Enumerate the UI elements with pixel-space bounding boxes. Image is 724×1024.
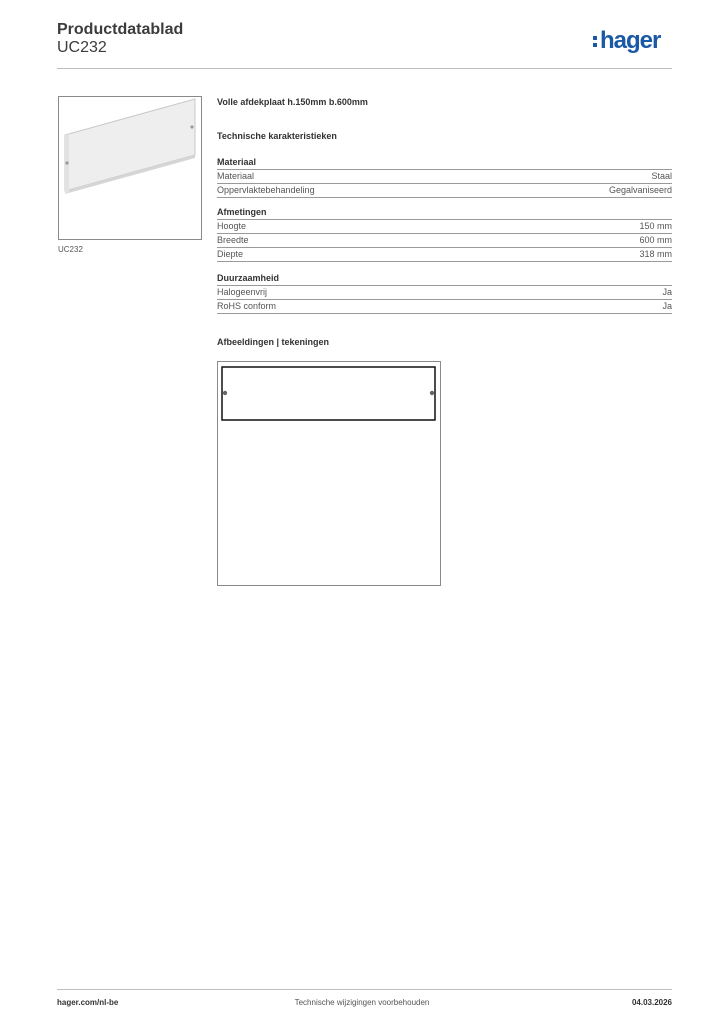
footer-divider bbox=[57, 989, 672, 990]
spec-value: 150 mm bbox=[639, 221, 672, 231]
spec-label: Materiaal bbox=[217, 171, 255, 181]
spec-label: Breedte bbox=[217, 235, 249, 245]
photo-caption: UC232 bbox=[58, 245, 83, 254]
cover-plate-image bbox=[59, 97, 201, 239]
product-details bbox=[217, 96, 672, 348]
spec-row bbox=[217, 184, 672, 198]
spec-value: 600 mm bbox=[639, 235, 672, 245]
spec-value: Ja bbox=[662, 287, 672, 297]
spec-value: Ja bbox=[662, 301, 672, 311]
hager-logo bbox=[590, 26, 676, 56]
footer-disclaimer: Technische wijzigingen voorbehouden bbox=[294, 998, 430, 1007]
group-title-duurzaamheid: Duurzaamheid bbox=[217, 272, 672, 286]
spec-row bbox=[217, 286, 672, 300]
spec-value: Gegalvaniseerd bbox=[608, 185, 672, 195]
spec-row bbox=[217, 300, 672, 314]
spec-row bbox=[217, 220, 672, 234]
spec-label: Diepte bbox=[217, 249, 244, 259]
technical-title: Technische karakteristieken bbox=[217, 131, 337, 141]
footer-website: hager.com/nl-be bbox=[57, 998, 119, 1007]
figures-title: Afbeeldingen | tekeningen bbox=[217, 337, 330, 347]
spec-value: 318 mm bbox=[639, 249, 672, 259]
cover-plate-drawing bbox=[218, 362, 440, 585]
article-number: UC232 bbox=[57, 39, 107, 56]
group-title-afmetingen: Afmetingen bbox=[217, 206, 672, 220]
group-title-materiaal: Materiaal bbox=[217, 156, 672, 170]
spec-row bbox=[217, 170, 672, 184]
svg-text:hager: hager bbox=[600, 27, 661, 54]
technical-drawing bbox=[217, 361, 441, 586]
spec-row bbox=[217, 248, 672, 262]
spec-label: Halogeenvrij bbox=[217, 287, 268, 297]
footer-date: 04.03.2026 bbox=[631, 998, 672, 1007]
header-divider bbox=[57, 68, 672, 69]
spec-row bbox=[217, 234, 672, 248]
spec-label: RoHS conform bbox=[217, 301, 277, 311]
product-name: Volle afdekplaat h.150mm b.600mm bbox=[217, 97, 368, 107]
spec-value: Staal bbox=[651, 171, 672, 181]
spec-label: Oppervlaktebehandeling bbox=[217, 185, 315, 195]
product-photo bbox=[58, 96, 202, 240]
spec-label: Hoogte bbox=[217, 221, 247, 231]
page-title: Productdatablad bbox=[57, 21, 184, 38]
